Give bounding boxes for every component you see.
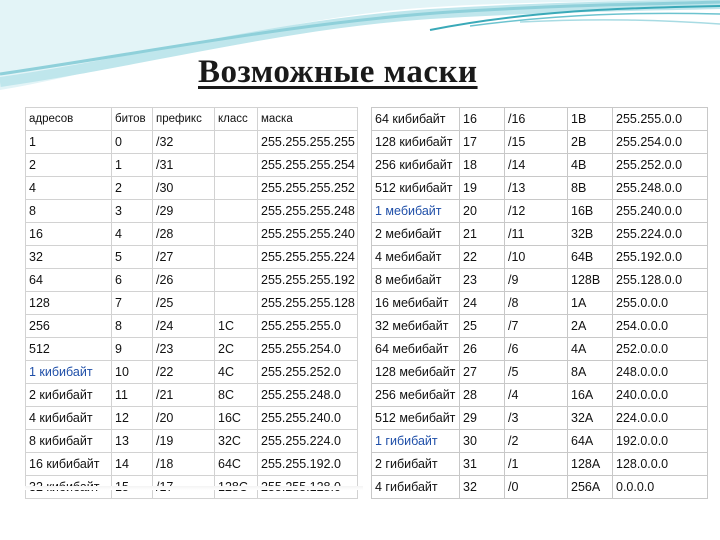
mask-cell: 255.255.224.0 [258,430,358,453]
mask-cell: 255.255.255.248 [258,200,358,223]
size-cell: 16 [26,223,112,246]
mask-cell: 255.248.0.0 [613,177,708,200]
table-row [372,269,708,292]
mask-cell: 255.224.0.0 [613,223,708,246]
table-cell: 1A [568,292,613,315]
table-row [372,131,708,154]
table-row [26,384,358,407]
table-cell: 4B [568,154,613,177]
table-cell: /22 [153,361,215,384]
table-cell: 29 [460,407,505,430]
table-cell: /12 [505,200,568,223]
table-cell: 8A [568,361,613,384]
table-row [26,361,358,384]
table-cell: 16B [568,200,613,223]
size-cell: 4 мебибайт [372,246,460,269]
size-cell: 128 мебибайт [372,361,460,384]
table-row [26,200,358,223]
table-cell: /9 [505,269,568,292]
mask-cell: 252.0.0.0 [613,338,708,361]
table-cell: 20 [460,200,505,223]
table-row [26,177,358,200]
mask-cell: 255.128.0.0 [613,269,708,292]
table-row [26,154,358,177]
size-cell: 256 [26,315,112,338]
mask-cell: 255.255.192.0 [258,453,358,476]
table-cell [215,269,258,292]
table-cell: 16 [460,108,505,131]
table-cell: 28 [460,384,505,407]
mask-cell: 254.0.0.0 [613,315,708,338]
size-cell: 8 [26,200,112,223]
table-cell: 23 [460,269,505,292]
table-cell: 16A [568,384,613,407]
table-cell: /10 [505,246,568,269]
table-cell: 18 [460,154,505,177]
size-cell: 4 гибибайт [372,476,460,499]
table-row [26,407,358,430]
table-cell [215,246,258,269]
mask-cell: 0.0.0.0 [613,476,708,499]
mask-cell: 255.255.252.0 [258,361,358,384]
size-cell: 32 мебибайт [372,315,460,338]
table-cell: /21 [153,384,215,407]
table-cell: 7 [112,292,153,315]
table-cell: 256A [568,476,613,499]
size-cell: 512 мебибайт [372,407,460,430]
table-row [372,315,708,338]
table-cell [215,131,258,154]
page-title: Возможные маски [198,54,478,90]
size-cell: 512 [26,338,112,361]
table-row [26,453,358,476]
table-cell: /31 [153,154,215,177]
table-row [26,430,358,453]
size-cell: 256 кибибайт [372,154,460,177]
table-cell: 19 [460,177,505,200]
size-cell: 128 кибибайт [372,131,460,154]
table-row [372,246,708,269]
size-cell: 1 мебибайт [372,200,460,223]
size-cell: 16 кибибайт [26,453,112,476]
mask-cell: 255.255.255.254 [258,154,358,177]
table-cell: /27 [153,246,215,269]
mask-cell: 192.0.0.0 [613,430,708,453]
table-cell: 30 [460,430,505,453]
size-cell: 2 мебибайт [372,223,460,246]
left-mask-table [25,107,358,499]
table-cell: 2A [568,315,613,338]
table-cell: 13 [112,430,153,453]
table-cell: 2 [112,177,153,200]
mask-cell: 255.192.0.0 [613,246,708,269]
table-row [372,200,708,223]
mask-cell: 248.0.0.0 [613,361,708,384]
size-cell: 8 мебибайт [372,269,460,292]
table-row [372,361,708,384]
table-cell: /0 [505,476,568,499]
table-cell: 8B [568,177,613,200]
column-header: маска [258,108,358,131]
table-cell: 17 [460,131,505,154]
size-cell: 16 мебибайт [372,292,460,315]
table-cell: 8C [215,384,258,407]
size-cell: 256 мебибайт [372,384,460,407]
mask-cell: 255.255.255.0 [258,315,358,338]
table-cell: /6 [505,338,568,361]
table-row [372,108,708,131]
mask-cell: 255.255.255.240 [258,223,358,246]
size-cell: 1 гибибайт [372,430,460,453]
table-cell: 2C [215,338,258,361]
table-cell [215,154,258,177]
table-cell: /16 [505,108,568,131]
table-cell: /25 [153,292,215,315]
table-row [372,430,708,453]
table-cell: 12 [112,407,153,430]
table-cell: 22 [460,246,505,269]
mask-cell: 128.0.0.0 [613,453,708,476]
table-row [26,223,358,246]
table-row [372,338,708,361]
table-row [26,131,358,154]
column-header: класс [215,108,258,131]
table-row [372,407,708,430]
table-cell: /5 [505,361,568,384]
mask-cell: 255.254.0.0 [613,131,708,154]
table-cell: /19 [153,430,215,453]
table-bottom-shadow [25,486,363,490]
table-cell: 64C [215,453,258,476]
table-cell: 0 [112,131,153,154]
table-cell: /30 [153,177,215,200]
table-row [26,292,358,315]
table-cell: 16C [215,407,258,430]
mask-cell: 255.252.0.0 [613,154,708,177]
table-cell: 10 [112,361,153,384]
table-cell: /7 [505,315,568,338]
table-cell: /1 [505,453,568,476]
size-cell: 64 мебибайт [372,338,460,361]
table-row [372,177,708,200]
table-row [372,384,708,407]
size-cell: 1 [26,131,112,154]
mask-cell: 255.255.248.0 [258,384,358,407]
table-cell: 32C [215,430,258,453]
size-cell: 32 [26,246,112,269]
table-row [26,338,358,361]
table-row [372,476,708,499]
size-cell: 64 кибибайт [372,108,460,131]
table-cell: 26 [460,338,505,361]
mask-cell: 255.255.255.128 [258,292,358,315]
table-cell: /18 [153,453,215,476]
size-cell: 2 кибибайт [26,384,112,407]
table-cell: /8 [505,292,568,315]
size-cell: 64 [26,269,112,292]
table-row [372,154,708,177]
table-cell: 31 [460,453,505,476]
table-cell: 25 [460,315,505,338]
size-cell: 512 кибибайт [372,177,460,200]
column-header: адресов [26,108,112,131]
table-cell: 3 [112,200,153,223]
table-cell: 6 [112,269,153,292]
table-cell: /3 [505,407,568,430]
table-cell: 128B [568,269,613,292]
table-cell: 24 [460,292,505,315]
mask-cell: 255.255.255.255 [258,131,358,154]
table-cell: 4A [568,338,613,361]
table-cell: 11 [112,384,153,407]
table-cell: 32 [460,476,505,499]
table-cell: 4 [112,223,153,246]
table-cell: 9 [112,338,153,361]
size-cell: 4 кибибайт [26,407,112,430]
table-cell: /23 [153,338,215,361]
table-cell: /32 [153,131,215,154]
table-cell: 5 [112,246,153,269]
table-cell: 32A [568,407,613,430]
table-cell: /20 [153,407,215,430]
size-cell: 1 кибибайт [26,361,112,384]
table-cell [215,200,258,223]
mask-cell: 255.255.0.0 [613,108,708,131]
table-cell: 1B [568,108,613,131]
size-cell: 128 [26,292,112,315]
mask-cell: 240.0.0.0 [613,384,708,407]
table-cell: 4C [215,361,258,384]
table-cell: 32B [568,223,613,246]
column-header: префикс [153,108,215,131]
table-cell: 64A [568,430,613,453]
table-cell: /14 [505,154,568,177]
mask-cell: 255.255.255.224 [258,246,358,269]
mask-cell: 255.255.240.0 [258,407,358,430]
table-cell: /4 [505,384,568,407]
size-cell: 2 [26,154,112,177]
mask-cell: 255.240.0.0 [613,200,708,223]
table-row [372,223,708,246]
table-cell: 64B [568,246,613,269]
table-row [26,315,358,338]
table-cell: 14 [112,453,153,476]
table-cell: 27 [460,361,505,384]
size-cell: 2 гибибайт [372,453,460,476]
table-cell [215,177,258,200]
table-row [26,269,358,292]
mask-cell: 255.255.255.192 [258,269,358,292]
table-cell: /13 [505,177,568,200]
table-row [372,453,708,476]
table-cell: 1C [215,315,258,338]
table-row [26,246,358,269]
table-cell: /2 [505,430,568,453]
size-cell: 4 [26,177,112,200]
table-cell: /26 [153,269,215,292]
column-header: битов [112,108,153,131]
mask-cell: 255.255.255.252 [258,177,358,200]
table-cell: /11 [505,223,568,246]
table-cell: /28 [153,223,215,246]
table-cell: 128A [568,453,613,476]
table-cell: 8 [112,315,153,338]
table-cell: /15 [505,131,568,154]
table-cell [215,292,258,315]
table-cell: /29 [153,200,215,223]
table-cell: 2B [568,131,613,154]
mask-cell: 255.255.254.0 [258,338,358,361]
table-header-row [26,108,358,131]
size-cell: 8 кибибайт [26,430,112,453]
table-cell: /24 [153,315,215,338]
mask-cell: 255.0.0.0 [613,292,708,315]
right-mask-table [371,107,708,499]
mask-cell: 224.0.0.0 [613,407,708,430]
table-row [372,292,708,315]
table-cell: 21 [460,223,505,246]
table-cell: 1 [112,154,153,177]
table-cell [215,223,258,246]
